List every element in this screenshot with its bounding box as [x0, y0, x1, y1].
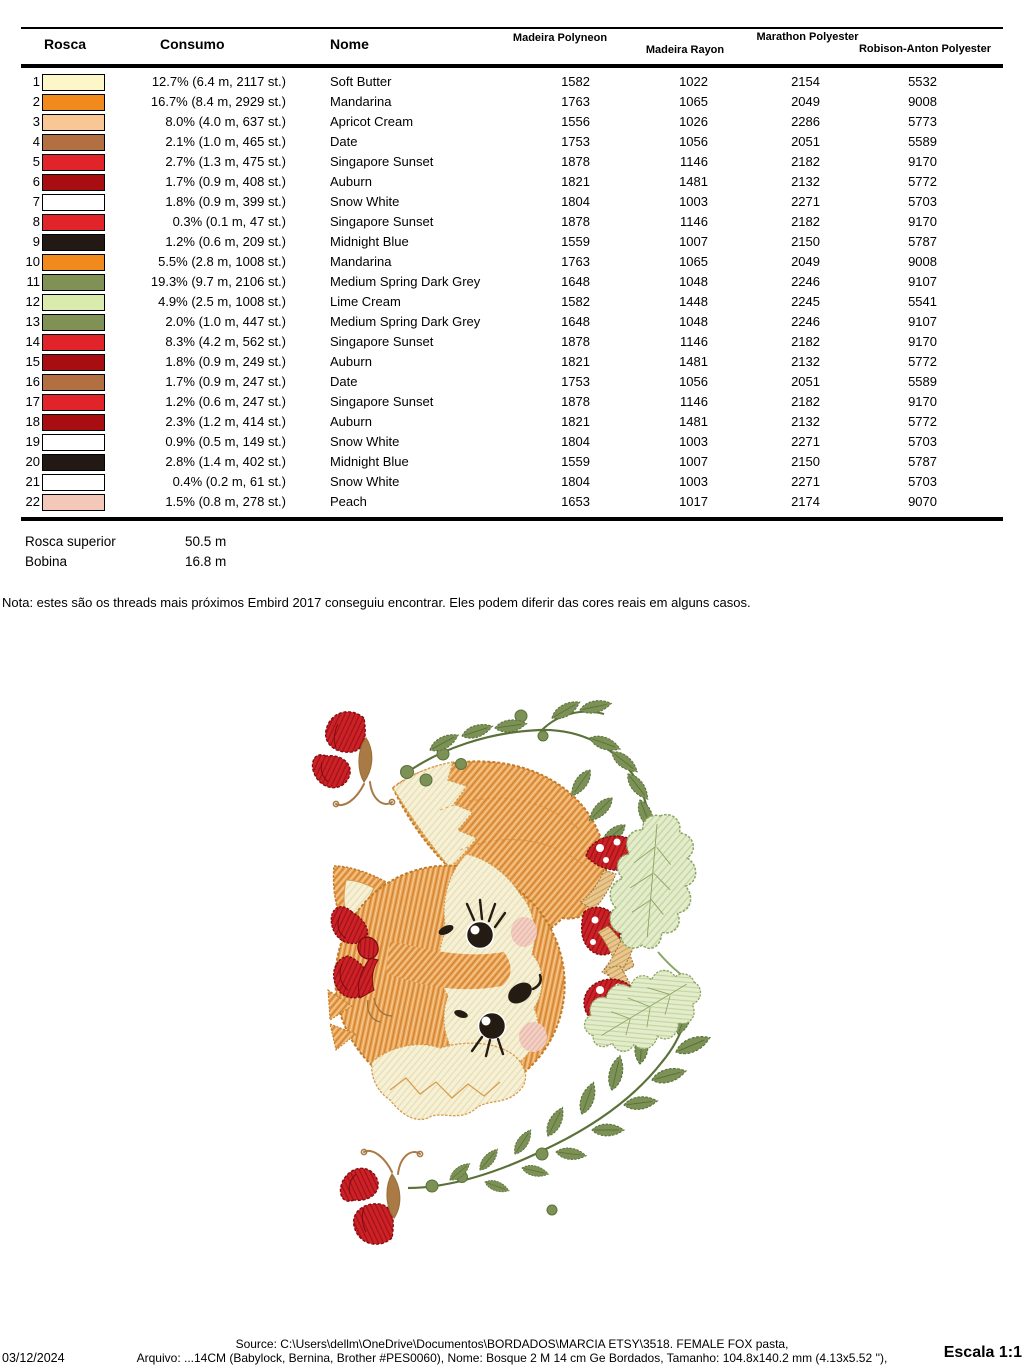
footer-scale: Escala 1:1	[943, 1344, 1022, 1361]
madeira-polyneon-cell: 1804	[561, 194, 590, 209]
table-row	[22, 192, 1002, 212]
table-row	[22, 452, 1002, 472]
consumption-cell: 1.2% (0.6 m, 247 st.)	[165, 394, 286, 409]
thread-name-cell: Medium Spring Dark Grey	[330, 274, 481, 289]
table-row	[22, 412, 1002, 432]
robison-anton-cell: 5541	[908, 294, 937, 309]
madeira-rayon-cell: 1022	[679, 74, 708, 89]
robison-anton-cell: 5703	[908, 474, 937, 489]
color-swatch	[42, 454, 105, 471]
thread-name-cell: Singapore Sunset	[330, 334, 434, 349]
thread-name-cell: Medium Spring Dark Grey	[330, 314, 481, 329]
footer-source-line: Source: C:\Users\dellm\OneDrive\Documentos\BORDADOS\MARCIA ETSY\3518. FEMALE FOX pasta,	[235, 1337, 789, 1351]
madeira-rayon-cell: 1481	[679, 414, 708, 429]
color-swatch	[42, 194, 105, 211]
table-row	[22, 232, 1002, 252]
thread-name-cell: Snow White	[330, 194, 400, 209]
footer-date: 03/12/2024	[2, 1351, 65, 1365]
marathon-polyester-cell: 2051	[791, 374, 820, 389]
madeira-polyneon-cell: 1804	[561, 474, 590, 489]
madeira-polyneon-cell: 1653	[561, 494, 590, 509]
consumption-cell: 1.8% (0.9 m, 399 st.)	[165, 194, 286, 209]
robison-anton-cell: 5772	[908, 354, 937, 369]
madeira-polyneon-cell: 1878	[561, 154, 590, 169]
color-swatch	[42, 154, 105, 171]
madeira-rayon-cell: 1007	[679, 234, 708, 249]
table-row	[22, 332, 1002, 352]
thread-name-cell: Peach	[330, 494, 367, 509]
consumption-cell: 8.0% (4.0 m, 637 st.)	[165, 114, 286, 129]
row-number: 7	[32, 194, 40, 209]
table-row	[22, 392, 1002, 412]
row-number: 19	[25, 434, 40, 449]
robison-anton-cell: 5703	[908, 194, 937, 209]
madeira-polyneon-cell: 1821	[561, 174, 590, 189]
table-row	[22, 72, 1002, 92]
thread-name-cell: Midnight Blue	[330, 454, 409, 469]
marathon-polyester-cell: 2150	[791, 234, 820, 249]
thread-name-cell: Snow White	[330, 434, 400, 449]
row-number: 22	[25, 494, 40, 509]
madeira-rayon-cell: 1146	[680, 154, 708, 169]
table-row	[22, 132, 1002, 152]
consumption-cell: 1.8% (0.9 m, 249 st.)	[165, 354, 286, 369]
row-number: 8	[32, 214, 40, 229]
marathon-polyester-cell: 2132	[791, 354, 820, 369]
table-row	[22, 492, 1002, 512]
table-row	[22, 112, 1002, 132]
consumption-cell: 0.4% (0.2 m, 61 st.)	[172, 474, 286, 489]
marathon-polyester-cell: 2246	[791, 274, 820, 289]
color-swatch	[42, 494, 105, 511]
color-swatch	[42, 134, 105, 151]
consumption-cell: 19.3% (9.7 m, 2106 st.)	[150, 274, 286, 289]
thread-name-cell: Snow White	[330, 474, 400, 489]
robison-anton-cell: 5773	[908, 114, 937, 129]
berry	[536, 1148, 548, 1160]
madeira-rayon-cell: 1146	[680, 334, 708, 349]
robison-anton-cell: 9107	[908, 274, 937, 289]
madeira-polyneon-cell: 1582	[561, 294, 590, 309]
robison-anton-cell: 5772	[908, 414, 937, 429]
consumption-cell: 2.0% (1.0 m, 447 st.)	[165, 314, 286, 329]
color-swatch	[42, 414, 105, 431]
table-row	[22, 432, 1002, 452]
madeira-rayon-cell: 1003	[679, 194, 708, 209]
consumption-cell: 1.7% (0.9 m, 247 st.)	[165, 374, 286, 389]
consumption-cell: 0.3% (0.1 m, 47 st.)	[172, 214, 286, 229]
marathon-polyester-cell: 2150	[791, 454, 820, 469]
color-swatch	[42, 474, 105, 491]
berry	[456, 759, 467, 770]
color-swatch	[42, 374, 105, 391]
upper-thread-label: Rosca superior	[25, 534, 116, 549]
madeira-polyneon-cell: 1753	[561, 374, 590, 389]
marathon-polyester-cell: 2049	[791, 94, 820, 109]
marathon-polyester-cell: 2246	[791, 314, 820, 329]
marathon-polyester-cell: 2174	[791, 494, 820, 509]
row-number: 3	[32, 114, 40, 129]
robison-anton-cell: 5787	[908, 234, 937, 249]
robison-anton-cell: 9070	[908, 494, 937, 509]
robison-anton-cell: 9170	[908, 394, 937, 409]
madeira-rayon-cell: 1146	[680, 394, 708, 409]
robison-anton-cell: 9170	[908, 154, 937, 169]
consumption-cell: 4.9% (2.5 m, 1008 st.)	[158, 294, 286, 309]
col-header-consumo: Consumo	[160, 36, 225, 52]
fox-cheek-lower	[519, 1022, 547, 1052]
embroidery-design	[290, 690, 750, 1270]
robison-anton-cell: 9008	[908, 94, 937, 109]
madeira-rayon-cell: 1481	[679, 174, 708, 189]
row-number: 1	[32, 74, 40, 89]
color-swatch	[42, 114, 105, 131]
row-number: 6	[32, 174, 40, 189]
consumption-cell: 2.3% (1.2 m, 414 st.)	[165, 414, 286, 429]
color-swatch	[42, 234, 105, 251]
color-swatch	[42, 94, 105, 111]
consumption-cell: 1.5% (0.8 m, 278 st.)	[165, 494, 286, 509]
row-number: 20	[25, 454, 40, 469]
madeira-polyneon-cell: 1821	[561, 414, 590, 429]
thread-name-cell: Apricot Cream	[330, 114, 414, 129]
thread-name-cell: Singapore Sunset	[330, 154, 434, 169]
table-row	[22, 352, 1002, 372]
row-number: 17	[25, 394, 40, 409]
madeira-polyneon-cell: 1648	[561, 274, 590, 289]
divider	[21, 64, 1003, 68]
row-number: 10	[25, 254, 40, 269]
madeira-rayon-cell: 1065	[679, 254, 708, 269]
marathon-polyester-cell: 2132	[791, 174, 820, 189]
madeira-polyneon-cell: 1559	[561, 234, 590, 249]
row-number: 4	[32, 134, 40, 149]
footer-file-line: Arquivo: ...14CM (Babylock, Bernina, Brother #PES0060), Nome: Bosque 2 M 14 cm Ge Bordados, Tamanho: 104.8x140.2 mm (4.13x5.52 ''),	[136, 1351, 888, 1365]
row-number: 12	[25, 294, 40, 309]
row-number: 13	[25, 314, 40, 329]
table-row	[22, 92, 1002, 112]
robison-anton-cell: 9170	[908, 334, 937, 349]
marathon-polyester-cell: 2271	[791, 434, 820, 449]
madeira-rayon-cell: 1056	[679, 374, 708, 389]
robison-anton-cell: 5589	[908, 134, 937, 149]
thread-note: Nota: estes são os threads mais próximos Embird 2017 conseguiu encontrar. Eles podem diferir das cores reais em alguns casos.	[2, 595, 751, 610]
marathon-polyester-cell: 2271	[791, 194, 820, 209]
madeira-polyneon-cell: 1763	[561, 94, 590, 109]
row-number: 15	[25, 354, 40, 369]
madeira-polyneon-cell: 1821	[561, 354, 590, 369]
madeira-polyneon-cell: 1804	[561, 434, 590, 449]
madeira-rayon-cell: 1056	[679, 134, 708, 149]
thread-name-cell: Date	[330, 134, 358, 149]
madeira-rayon-cell: 1065	[679, 94, 708, 109]
marathon-polyester-cell: 2132	[791, 414, 820, 429]
consumption-cell: 5.5% (2.8 m, 1008 st.)	[158, 254, 286, 269]
row-number: 11	[26, 274, 40, 289]
berry	[420, 774, 432, 786]
madeira-polyneon-cell: 1556	[561, 114, 590, 129]
table-row	[22, 372, 1002, 392]
bobbin-value: 16.8 m	[185, 554, 227, 569]
marathon-polyester-cell: 2271	[791, 474, 820, 489]
row-number: 16	[25, 374, 40, 389]
consumption-cell: 16.7% (8.4 m, 2929 st.)	[150, 94, 286, 109]
table-row	[22, 172, 1002, 192]
thread-name-cell: Mandarina	[330, 254, 392, 269]
color-swatch	[42, 74, 105, 91]
thread-name-cell: Auburn	[330, 174, 372, 189]
table-row	[22, 212, 1002, 232]
madeira-rayon-cell: 1146	[680, 214, 708, 229]
color-swatch	[42, 314, 105, 331]
marathon-polyester-cell: 2245	[791, 294, 820, 309]
thread-name-cell: Midnight Blue	[330, 234, 409, 249]
col-header-marathon: Marathon Polyester	[756, 31, 859, 43]
berry	[538, 731, 548, 741]
thread-name-cell: Auburn	[330, 414, 372, 429]
madeira-polyneon-cell: 1878	[561, 214, 590, 229]
robison-anton-cell: 5532	[908, 74, 937, 89]
thread-name-cell: Lime Cream	[330, 294, 401, 309]
butterfly-bottom	[340, 1149, 422, 1244]
table-row	[22, 152, 1002, 172]
madeira-rayon-cell: 1448	[679, 294, 708, 309]
madeira-rayon-cell: 1048	[679, 314, 708, 329]
upper-thread-value: 50.5 m	[185, 534, 227, 549]
thread-name-cell: Singapore Sunset	[330, 214, 434, 229]
marathon-polyester-cell: 2049	[791, 254, 820, 269]
marathon-polyester-cell: 2182	[791, 334, 820, 349]
butterfly-top	[312, 712, 394, 807]
color-swatch	[42, 394, 105, 411]
table-row	[22, 472, 1002, 492]
table-row	[22, 252, 1002, 272]
madeira-polyneon-cell: 1763	[561, 254, 590, 269]
color-swatch	[42, 214, 105, 231]
col-header-robison-anton: Robison-Anton Polyester	[858, 43, 991, 55]
row-number: 18	[25, 414, 40, 429]
thread-name-cell: Date	[330, 374, 358, 389]
madeira-polyneon-cell: 1753	[561, 134, 590, 149]
thread-name-cell: Singapore Sunset	[330, 394, 434, 409]
marathon-polyester-cell: 2286	[791, 114, 820, 129]
table-row	[22, 272, 1002, 292]
row-number: 9	[32, 234, 40, 249]
robison-anton-cell: 5589	[908, 374, 937, 389]
madeira-rayon-cell: 1003	[679, 434, 708, 449]
madeira-polyneon-cell: 1878	[561, 394, 590, 409]
col-header-rosca: Rosca	[44, 36, 87, 52]
consumption-cell: 1.2% (0.6 m, 209 st.)	[165, 234, 286, 249]
robison-anton-cell: 5703	[908, 434, 937, 449]
color-swatch	[42, 354, 105, 371]
divider	[21, 27, 1003, 29]
bobbin-label: Bobina	[25, 554, 68, 569]
thread-name-cell: Soft Butter	[330, 74, 392, 89]
madeira-rayon-cell: 1017	[679, 494, 708, 509]
table-row	[22, 312, 1002, 332]
fox-cheek-upper	[511, 917, 537, 947]
marathon-polyester-cell: 2182	[791, 214, 820, 229]
consumption-cell: 2.7% (1.3 m, 475 st.)	[165, 154, 286, 169]
color-swatch	[42, 274, 105, 291]
thread-name-cell: Auburn	[330, 354, 372, 369]
consumption-cell: 8.3% (4.2 m, 562 st.)	[165, 334, 286, 349]
consumption-cell: 2.1% (1.0 m, 465 st.)	[165, 134, 286, 149]
marathon-polyester-cell: 2051	[791, 134, 820, 149]
robison-anton-cell: 9170	[908, 214, 937, 229]
color-swatch	[42, 294, 105, 311]
divider	[21, 517, 1003, 521]
marathon-polyester-cell: 2154	[791, 74, 820, 89]
thread-name-cell: Mandarina	[330, 94, 392, 109]
consumption-cell: 1.7% (0.9 m, 408 st.)	[165, 174, 286, 189]
row-number: 5	[32, 154, 40, 169]
madeira-rayon-cell: 1026	[679, 114, 708, 129]
madeira-polyneon-cell: 1582	[561, 74, 590, 89]
madeira-polyneon-cell: 1559	[561, 454, 590, 469]
robison-anton-cell: 9107	[908, 314, 937, 329]
table-row	[22, 292, 1002, 312]
madeira-polyneon-cell: 1878	[561, 334, 590, 349]
consumption-cell: 2.8% (1.4 m, 402 st.)	[165, 454, 286, 469]
row-number: 2	[32, 94, 40, 109]
berry	[401, 766, 414, 779]
madeira-rayon-cell: 1007	[679, 454, 708, 469]
color-swatch	[42, 174, 105, 191]
robison-anton-cell: 9008	[908, 254, 937, 269]
row-number: 21	[25, 474, 40, 489]
berry	[547, 1205, 557, 1215]
consumption-cell: 12.7% (6.4 m, 2117 st.)	[151, 74, 286, 89]
col-header-madeira-polyneon: Madeira Polyneon	[512, 32, 608, 44]
color-swatch	[42, 334, 105, 351]
madeira-rayon-cell: 1481	[679, 354, 708, 369]
color-swatch	[42, 254, 105, 271]
col-header-madeira-rayon: Madeira Rayon	[645, 44, 725, 56]
col-header-nome: Nome	[330, 36, 369, 52]
madeira-rayon-cell: 1003	[679, 474, 708, 489]
madeira-rayon-cell: 1048	[679, 274, 708, 289]
robison-anton-cell: 5787	[908, 454, 937, 469]
berry	[426, 1180, 438, 1192]
marathon-polyester-cell: 2182	[791, 154, 820, 169]
madeira-polyneon-cell: 1648	[561, 314, 590, 329]
marathon-polyester-cell: 2182	[791, 394, 820, 409]
robison-anton-cell: 5772	[908, 174, 937, 189]
row-number: 14	[25, 334, 40, 349]
color-swatch	[42, 434, 105, 451]
consumption-cell: 0.9% (0.5 m, 149 st.)	[165, 434, 286, 449]
